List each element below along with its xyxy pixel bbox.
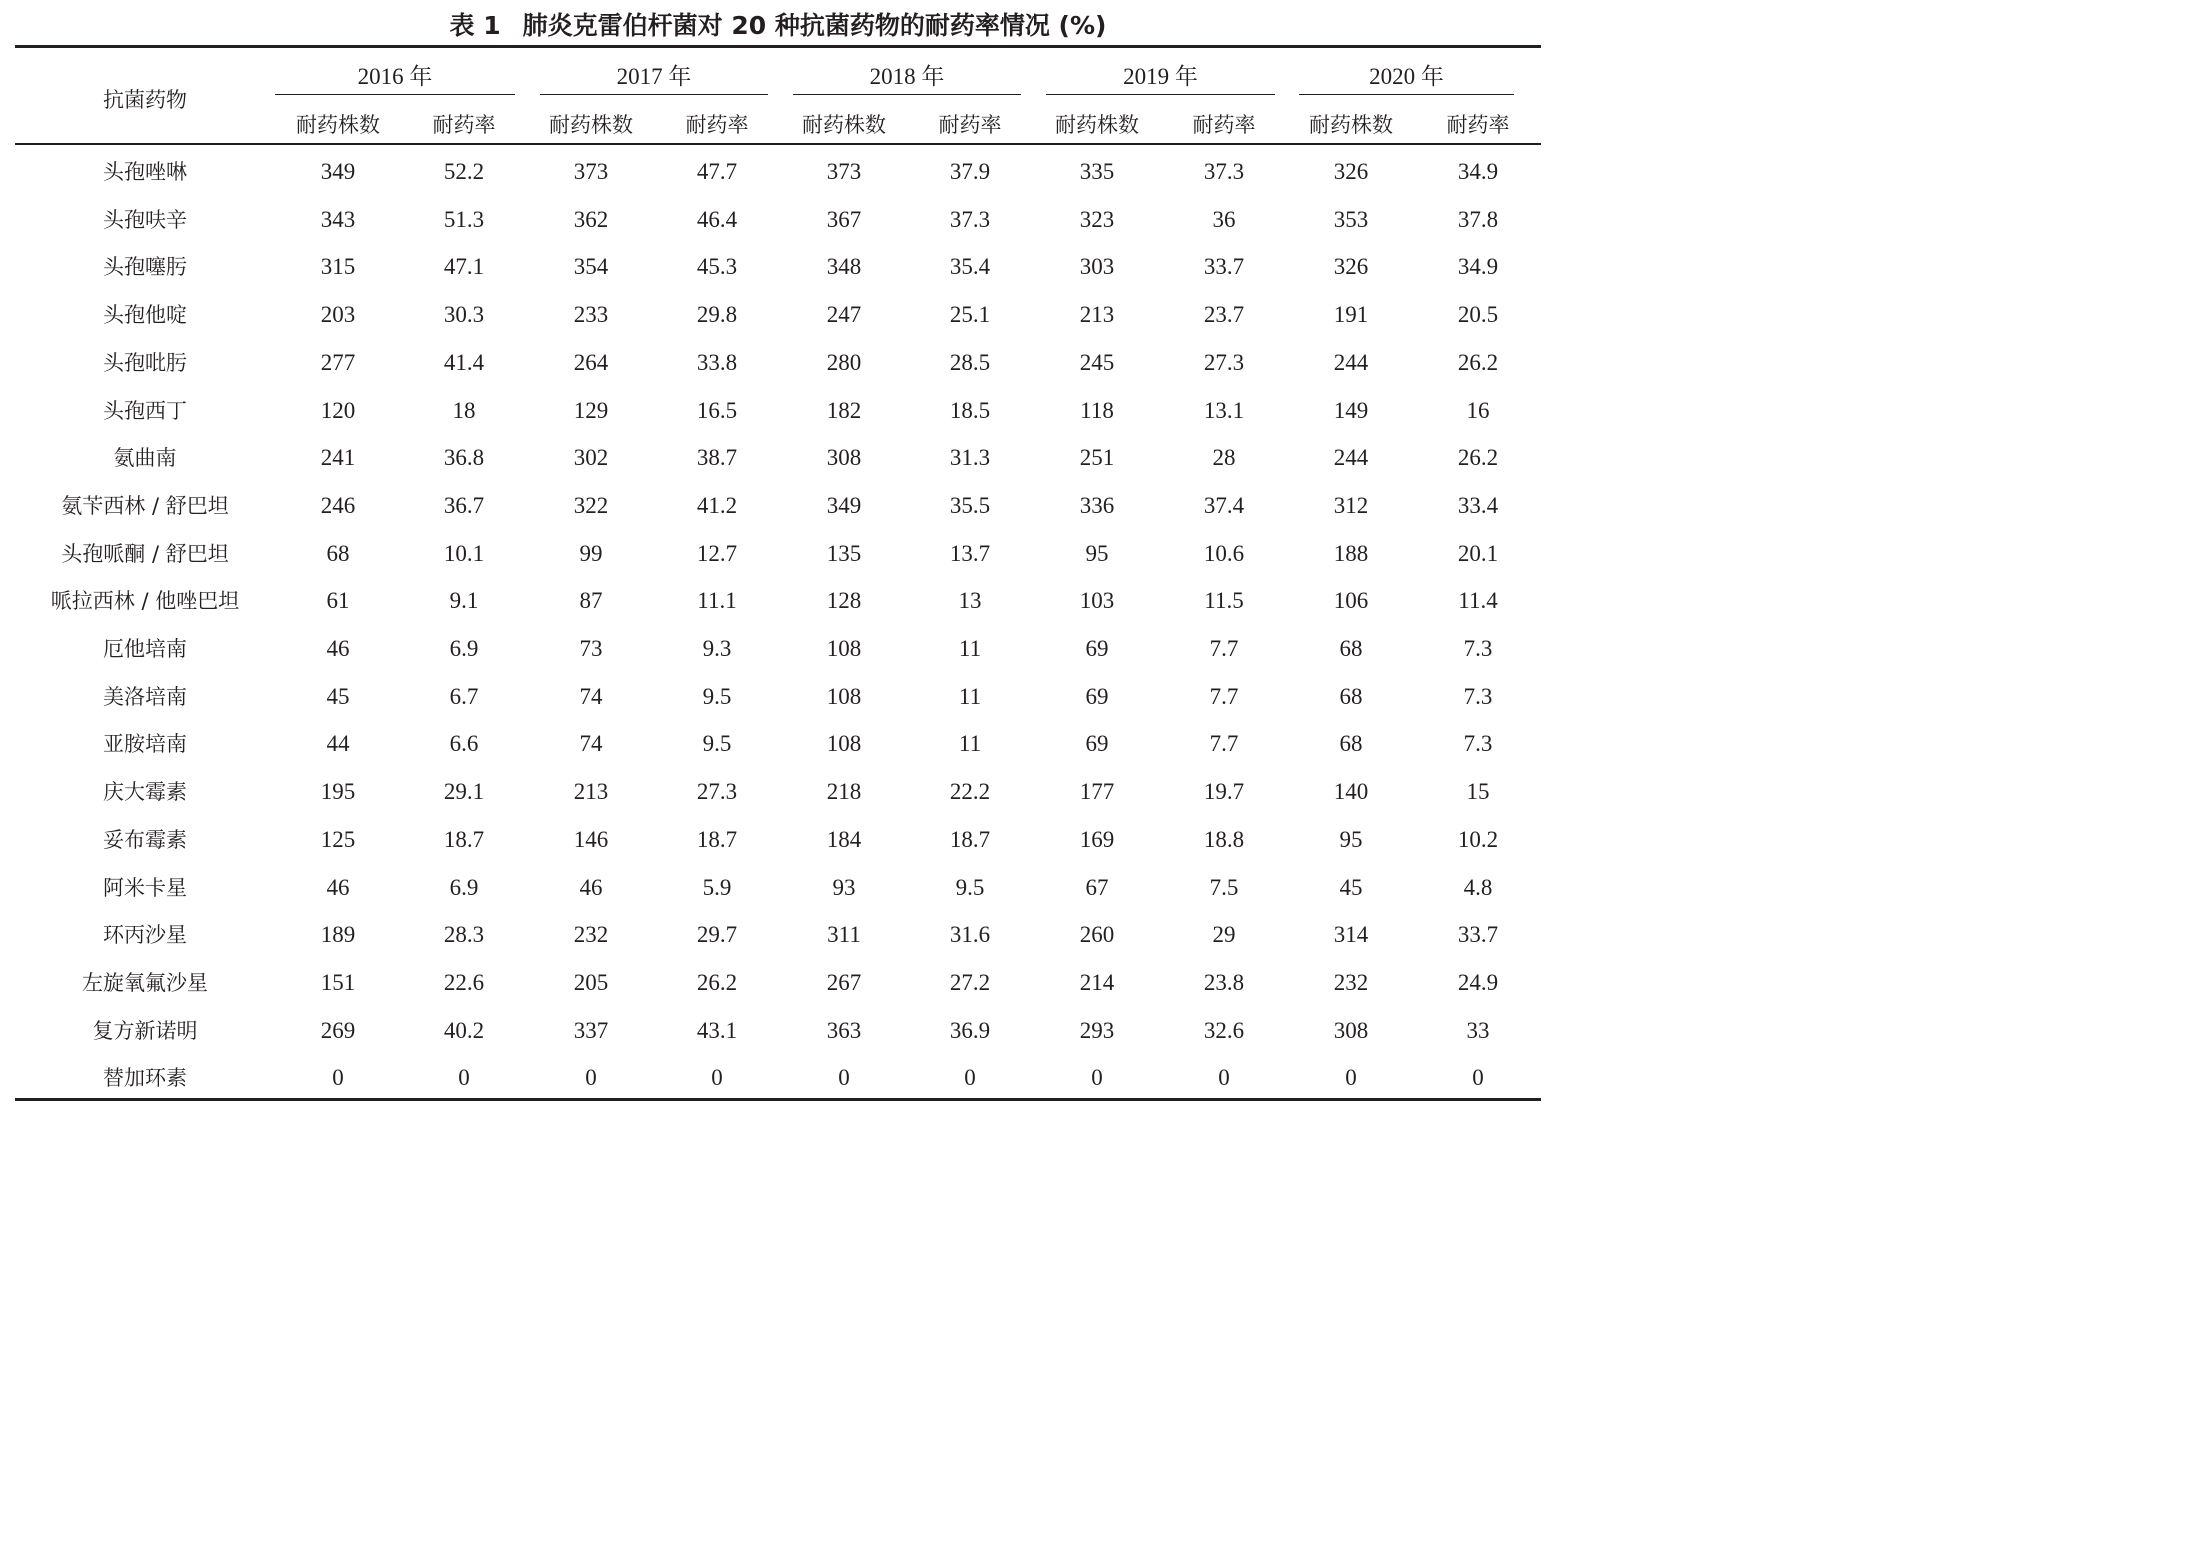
resistant-count-cell: 99 — [579, 540, 603, 566]
resistance-rate-cell: 18.8 — [1203, 826, 1245, 852]
resistant-count-cell: 195 — [320, 779, 356, 805]
resistance-rate-cell: 47.1 — [443, 254, 485, 280]
drug-name: 头孢呋辛 — [103, 207, 187, 232]
resistant-count-cell: 232 — [573, 922, 609, 948]
resistant-count-cell: 108 — [826, 731, 862, 757]
resistance-rate-cell: 11 — [958, 683, 982, 709]
resistance-rate-cell: 24.9 — [1457, 969, 1499, 995]
resistant-count-cell: 264 — [573, 349, 609, 375]
resistant-count-cell: 280 — [826, 349, 862, 375]
resistant-count-cell: 218 — [826, 779, 862, 805]
drug-name: 环丙沙星 — [103, 923, 187, 948]
resistant-count-cell: 311 — [827, 922, 861, 948]
header-rule — [15, 143, 1541, 145]
table-caption — [0, 8, 1556, 44]
resistance-rate-cell: 37.3 — [1203, 159, 1245, 184]
resistant-count-cell: 106 — [1333, 588, 1369, 614]
resistant-count-cell: 128 — [826, 588, 862, 614]
resistance-rate-cell: 28 — [1212, 445, 1236, 471]
resistant-count-cell: 169 — [1079, 826, 1115, 852]
resistant-count-cell: 146 — [573, 826, 609, 852]
resistant-count-cell: 314 — [1333, 922, 1369, 948]
resistance-rate-cell: 29 — [1212, 922, 1236, 948]
resistant-count-cell: 232 — [1333, 969, 1369, 995]
resistant-count-cell: 46 — [326, 874, 350, 900]
resistant-count-cell: 135 — [826, 540, 862, 566]
resistant-count-cell: 67 — [1085, 874, 1109, 900]
resistant-count-cell: 302 — [573, 445, 609, 471]
resistance-rate-cell: 7.5 — [1209, 874, 1239, 900]
drug-name: 头孢噻肟 — [103, 255, 187, 280]
resistant-count-cell: 373 — [826, 159, 862, 184]
resistant-count-cell: 45 — [1339, 874, 1363, 900]
year-group-rule — [793, 94, 1021, 95]
drug-name: 头孢哌酮 / 舒巴坦 — [61, 541, 229, 566]
resistance-rate-cell: 0 — [1472, 1065, 1484, 1091]
resistance-rate-cell: 13 — [958, 588, 982, 614]
resistant-count-cell: 363 — [826, 1017, 862, 1043]
resistance-rate-cell: 35.4 — [949, 254, 991, 280]
resistance-rate-header: 耐药率 — [1192, 113, 1256, 137]
resistance-rate-cell: 18 — [452, 397, 476, 423]
resistance-rate-cell: 23.7 — [1203, 302, 1245, 328]
resistance-rate-cell: 33 — [1466, 1017, 1490, 1043]
resistance-rate-cell: 33.8 — [696, 349, 738, 375]
drug-name: 阿米卡星 — [103, 875, 187, 900]
resistance-rate-cell: 9.5 — [955, 874, 985, 900]
resistance-rate-cell: 16 — [1466, 397, 1490, 423]
resistance-rate-cell: 19.7 — [1203, 779, 1245, 805]
bottom-rule — [15, 1098, 1541, 1101]
resistant-count-cell: 95 — [1339, 826, 1363, 852]
resistance-rate-cell: 11.5 — [1204, 588, 1244, 614]
resistance-rate-cell: 18.7 — [949, 826, 991, 852]
resistant-count-cell: 93 — [832, 874, 856, 900]
resistance-rate-cell: 37.4 — [1203, 492, 1245, 518]
resistant-count-cell: 151 — [320, 969, 356, 995]
resistant-count-cell: 245 — [1079, 349, 1115, 375]
resistant-count-cell: 73 — [579, 636, 603, 661]
resistant-count-cell: 233 — [573, 302, 609, 328]
resistant-count-cell: 191 — [1333, 302, 1369, 328]
resistant-count-cell: 315 — [320, 254, 356, 280]
resistance-rate-cell: 7.7 — [1209, 731, 1239, 757]
resistant-count-cell: 108 — [826, 683, 862, 709]
resistance-rate-cell: 37.8 — [1457, 206, 1499, 232]
resistance-rate-cell: 9.1 — [449, 588, 479, 614]
year-group-rule — [275, 94, 515, 95]
resistance-rate-cell: 0 — [964, 1065, 976, 1091]
resistance-rate-cell: 41.2 — [696, 492, 738, 518]
resistant-count-cell: 177 — [1079, 779, 1115, 805]
resistant-count-cell: 69 — [1085, 683, 1109, 709]
drug-name: 妥布霉素 — [103, 827, 187, 852]
resistance-rate-cell: 18.7 — [696, 826, 738, 852]
resistance-rate-cell: 26.2 — [1457, 445, 1499, 471]
resistant-count-cell: 61 — [326, 588, 350, 614]
resistant-count-cell: 46 — [326, 636, 350, 661]
resistance-rate-cell: 29.8 — [696, 302, 738, 328]
year-header: 2019 年 — [1123, 64, 1198, 89]
resistant-count-header: 耐药株数 — [802, 113, 886, 137]
resistance-rate-cell: 43.1 — [696, 1017, 738, 1043]
drug-name: 替加环素 — [103, 1066, 187, 1091]
resistant-count-cell: 326 — [1333, 159, 1369, 184]
year-header: 2018 年 — [869, 64, 945, 89]
resistance-rate-cell: 11.4 — [1458, 588, 1498, 614]
resistant-count-cell: 74 — [579, 731, 603, 757]
resistance-rate-header: 耐药率 — [938, 113, 1002, 137]
drug-name: 庆大霉素 — [103, 780, 187, 805]
table-number: 表 1 — [449, 11, 501, 40]
resistance-rate-cell: 52.2 — [443, 159, 485, 184]
resistance-rate-cell: 7.7 — [1209, 636, 1239, 661]
resistant-count-cell: 87 — [579, 588, 603, 614]
resistance-rate-cell: 9.5 — [702, 683, 732, 709]
drug-name: 复方新诺明 — [92, 1018, 198, 1043]
resistant-count-cell: 308 — [826, 445, 862, 471]
resistant-count-cell: 44 — [326, 731, 350, 757]
resistance-rate-cell: 11 — [958, 731, 982, 757]
resistant-count-cell: 303 — [1079, 254, 1115, 280]
resistant-count-cell: 367 — [826, 206, 862, 232]
resistant-count-cell: 103 — [1079, 588, 1115, 614]
resistance-rate-cell: 31.3 — [949, 445, 991, 471]
resistance-rate-cell: 28.3 — [443, 922, 485, 948]
drug-name: 头孢他啶 — [103, 303, 187, 328]
resistant-count-cell: 326 — [1333, 254, 1369, 280]
drug-name: 头孢吡肟 — [103, 350, 187, 375]
resistant-count-cell: 68 — [326, 540, 350, 566]
resistance-rate-cell: 35.5 — [949, 492, 991, 518]
resistant-count-cell: 74 — [579, 683, 603, 709]
resistance-rate-cell: 10.2 — [1457, 826, 1499, 852]
resistance-rate-cell: 11 — [958, 636, 982, 661]
resistance-rate-cell: 6.9 — [449, 636, 479, 661]
drug-name: 氨苄西林 / 舒巴坦 — [61, 493, 229, 518]
year-header: 2016 年 — [357, 64, 433, 89]
resistance-rate-cell: 7.3 — [1463, 636, 1493, 661]
resistance-rate-cell: 26.2 — [1457, 349, 1499, 375]
resistant-count-cell: 213 — [573, 779, 609, 805]
resistance-rate-cell: 29.7 — [696, 922, 738, 948]
drug-name: 氨曲南 — [113, 446, 177, 471]
resistant-count-cell: 46 — [579, 874, 603, 900]
resistance-rate-cell: 37.9 — [949, 159, 991, 184]
resistance-rate-cell: 36.8 — [443, 445, 485, 471]
resistant-count-cell: 337 — [573, 1017, 609, 1043]
resistant-count-cell: 312 — [1333, 492, 1369, 518]
resistant-count-cell: 69 — [1085, 731, 1109, 757]
resistance-rate-cell: 25.1 — [949, 302, 991, 328]
resistance-rate-cell: 28.5 — [949, 349, 991, 375]
resistant-count-cell: 95 — [1085, 540, 1109, 566]
resistance-rate-cell: 0 — [458, 1065, 470, 1091]
resistance-rate-cell: 31.6 — [949, 922, 991, 948]
resistant-count-cell: 247 — [826, 302, 862, 328]
resistance-rate-cell: 4.8 — [1463, 874, 1493, 900]
resistant-count-cell: 251 — [1079, 445, 1115, 471]
resistance-rate-cell: 15 — [1466, 779, 1490, 805]
resistant-count-cell: 45 — [326, 683, 350, 709]
resistance-rate-cell: 22.6 — [443, 969, 485, 995]
resistance-rate-cell: 27.3 — [1203, 349, 1245, 375]
resistance-rate-cell: 6.9 — [449, 874, 479, 900]
resistant-count-cell: 362 — [573, 206, 609, 232]
resistance-rate-header: 耐药率 — [432, 113, 496, 137]
resistance-rate-cell: 18.7 — [443, 826, 485, 852]
resistant-count-cell: 323 — [1079, 206, 1115, 232]
resistant-count-cell: 335 — [1079, 159, 1115, 184]
resistant-count-cell: 68 — [1339, 636, 1363, 661]
resistant-count-header: 耐药株数 — [1309, 113, 1393, 137]
resistant-count-cell: 203 — [320, 302, 356, 328]
resistant-count-cell: 349 — [826, 492, 862, 518]
resistance-rate-cell: 33.4 — [1457, 492, 1499, 518]
resistant-count-cell: 108 — [826, 636, 862, 661]
resistance-rate-cell: 27.2 — [949, 969, 991, 995]
resistant-count-cell: 343 — [320, 206, 356, 232]
resistant-count-header: 耐药株数 — [549, 113, 633, 137]
resistant-count-cell: 213 — [1079, 302, 1115, 328]
resistance-rate-cell: 51.3 — [443, 206, 485, 232]
resistance-rate-cell: 9.5 — [702, 731, 732, 757]
resistant-count-cell: 336 — [1079, 492, 1115, 518]
resistance-rate-cell: 5.9 — [702, 874, 732, 900]
resistant-count-cell: 349 — [320, 159, 356, 184]
resistant-count-cell: 0 — [332, 1065, 344, 1091]
resistance-rate-cell: 7.7 — [1209, 683, 1239, 709]
resistant-count-cell: 269 — [320, 1017, 356, 1043]
resistance-rate-cell: 36 — [1212, 206, 1236, 232]
resistance-rate-cell: 20.5 — [1457, 302, 1499, 328]
resistant-count-cell: 205 — [573, 969, 609, 995]
resistance-rate-cell: 47.7 — [696, 159, 738, 184]
resistant-count-cell: 241 — [320, 445, 356, 471]
resistant-count-header: 耐药株数 — [296, 113, 380, 137]
resistance-rate-cell: 23.8 — [1203, 969, 1245, 995]
drug-name: 亚胺培南 — [103, 732, 187, 757]
resistant-count-cell: 182 — [826, 397, 862, 423]
resistance-rate-cell: 6.6 — [449, 731, 479, 757]
resistance-rate-cell: 0 — [711, 1065, 723, 1091]
resistant-count-cell: 129 — [573, 397, 609, 423]
year-group-rule — [1299, 94, 1514, 95]
resistant-count-cell: 244 — [1333, 445, 1369, 471]
table-title: 肺炎克雷伯杆菌对 20 种抗菌药物的耐药率情况 (%) — [522, 11, 1107, 40]
resistance-rate-cell: 7.3 — [1463, 731, 1493, 757]
drug-name: 头孢西丁 — [103, 398, 187, 423]
resistant-count-cell: 267 — [826, 969, 862, 995]
resistance-rate-cell: 16.5 — [696, 397, 738, 423]
resistant-count-cell: 184 — [826, 826, 862, 852]
resistance-rate-cell: 33.7 — [1457, 922, 1499, 948]
top-rule — [15, 45, 1541, 48]
resistance-rate-cell: 41.4 — [443, 349, 485, 375]
resistance-rate-cell: 9.3 — [702, 636, 732, 661]
resistant-count-cell: 373 — [573, 159, 609, 184]
resistance-rate-cell: 0 — [1218, 1065, 1230, 1091]
resistant-count-cell: 322 — [573, 492, 609, 518]
resistant-count-cell: 246 — [320, 492, 356, 518]
resistant-count-cell: 0 — [585, 1065, 597, 1091]
resistance-rate-header: 耐药率 — [685, 113, 749, 137]
resistant-count-cell: 348 — [826, 254, 862, 280]
resistance-rate-cell: 7.3 — [1463, 683, 1493, 709]
resistant-count-cell: 140 — [1333, 779, 1369, 805]
resistance-rate-cell: 26.2 — [696, 969, 738, 995]
resistant-count-cell: 68 — [1339, 683, 1363, 709]
year-group-rule — [1046, 94, 1275, 95]
resistance-rate-cell: 10.6 — [1203, 540, 1245, 566]
resistance-rate-cell: 36.7 — [443, 492, 485, 518]
resistant-count-cell: 0 — [1091, 1065, 1103, 1091]
resistant-count-cell: 0 — [838, 1065, 850, 1091]
year-header: 2017 年 — [616, 64, 692, 89]
resistance-rate-header: 耐药率 — [1446, 113, 1510, 137]
resistance-rate-cell: 38.7 — [696, 445, 738, 471]
resistant-count-cell: 244 — [1333, 349, 1369, 375]
resistant-count-cell: 188 — [1333, 540, 1369, 566]
resistance-rate-cell: 12.7 — [696, 540, 738, 566]
row-header-label: 抗菌药物 — [103, 88, 187, 112]
resistance-rate-cell: 34.9 — [1457, 159, 1499, 184]
drug-name: 厄他培南 — [103, 637, 187, 661]
year-group-rule — [540, 94, 768, 95]
resistant-count-cell: 214 — [1079, 969, 1115, 995]
year-header: 2020 年 — [1369, 64, 1444, 89]
resistant-count-cell: 293 — [1079, 1017, 1115, 1043]
resistant-count-cell: 354 — [573, 254, 609, 280]
resistance-rate-cell: 37.3 — [949, 206, 991, 232]
resistant-count-cell: 125 — [320, 826, 356, 852]
resistant-count-cell: 69 — [1085, 636, 1109, 661]
resistance-rate-cell: 13.1 — [1203, 397, 1245, 423]
resistance-rate-cell: 18.5 — [949, 397, 991, 423]
resistant-count-cell: 118 — [1080, 397, 1114, 423]
resistant-count-cell: 308 — [1333, 1017, 1369, 1043]
resistance-rate-cell: 40.2 — [443, 1017, 485, 1043]
resistant-count-cell: 277 — [320, 349, 356, 375]
resistance-rate-cell: 22.2 — [949, 779, 991, 805]
resistant-count-cell: 189 — [320, 922, 356, 948]
resistant-count-cell: 0 — [1345, 1065, 1357, 1091]
resistance-rate-cell: 34.9 — [1457, 254, 1499, 280]
resistant-count-cell: 353 — [1333, 206, 1369, 232]
resistance-rate-cell: 46.4 — [696, 206, 738, 232]
resistance-rate-cell: 10.1 — [443, 540, 485, 566]
resistant-count-header: 耐药株数 — [1055, 113, 1139, 137]
resistance-rate-cell: 6.7 — [449, 683, 479, 709]
drug-name: 头孢唑啉 — [103, 160, 187, 184]
resistant-count-cell: 260 — [1079, 922, 1115, 948]
resistance-rate-cell: 20.1 — [1457, 540, 1499, 566]
resistance-rate-cell: 36.9 — [949, 1017, 991, 1043]
drug-name: 哌拉西林 / 他唑巴坦 — [50, 589, 240, 614]
resistance-rate-cell: 13.7 — [949, 540, 991, 566]
resistance-rate-cell: 29.1 — [443, 779, 485, 805]
resistance-rate-cell: 45.3 — [696, 254, 738, 280]
resistance-rate-cell: 30.3 — [443, 302, 485, 328]
resistant-count-cell: 68 — [1339, 731, 1363, 757]
resistant-count-cell: 149 — [1333, 397, 1369, 423]
resistance-rate-cell: 32.6 — [1203, 1017, 1245, 1043]
resistance-rate-cell: 27.3 — [696, 779, 738, 805]
resistance-rate-cell: 11.1 — [697, 588, 737, 614]
resistant-count-cell: 120 — [320, 397, 356, 423]
drug-name: 左旋氧氟沙星 — [82, 970, 208, 995]
drug-name: 美洛培南 — [103, 684, 187, 709]
resistance-rate-cell: 33.7 — [1203, 254, 1245, 280]
